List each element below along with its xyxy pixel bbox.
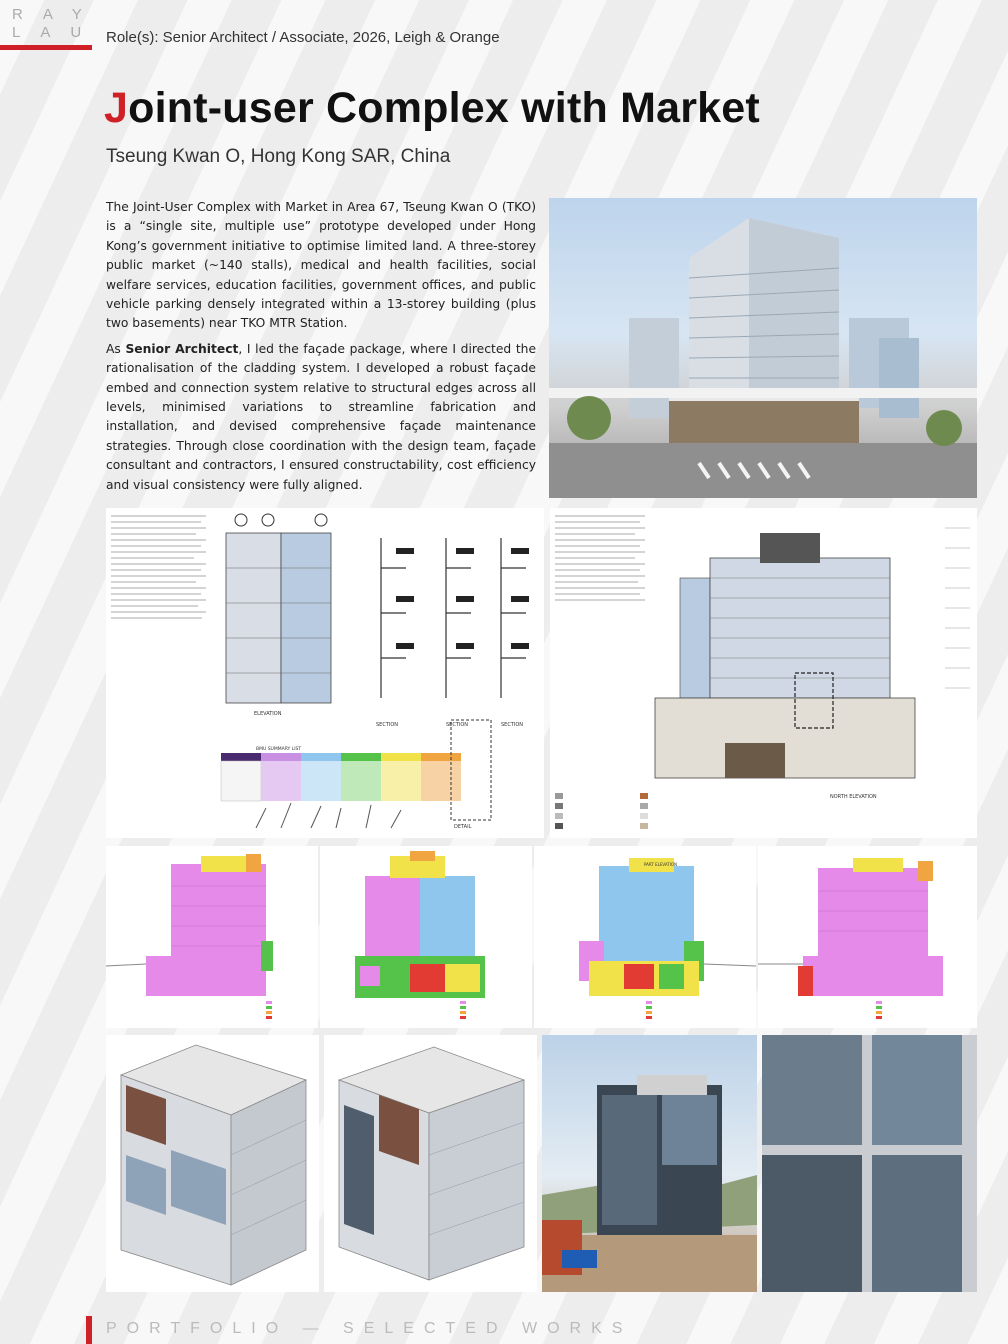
north-elevation-label: NORTH ELEVATION — [830, 794, 877, 800]
title-rest: oint-user Complex with Market — [128, 84, 760, 132]
description-paragraph-2 — [106, 340, 536, 495]
description-paragraph-1: The Joint-User Complex with Market in Area 67, Tseung Kwan O (TKO) is a “single site, multiple use” prototype developed under Hong Kong’s government initiative to optimise limited land. A three-storey public market (~140 stalls), medical and health facilities, social welfare services, education facilities, government offices, and public vehicle parking densely integrated within a 13-storey building (plus two basements) near TKO MTR Station. — [106, 200, 536, 331]
role-line: Role(s): Senior Architect / Associate, 2026, Leigh & Orange — [106, 29, 500, 46]
section-label-1: SECTION — [376, 722, 399, 728]
brand-logo — [0, 0, 102, 50]
page-title — [104, 84, 760, 133]
section-label-2: SECTION — [446, 722, 469, 728]
title-first-letter: J — [104, 84, 129, 132]
facade-closeup-photo — [762, 1035, 977, 1292]
detail-label: DETAIL — [454, 824, 472, 830]
axonometric-model-1 — [106, 1035, 319, 1292]
elevation-label: ELEVATION — [254, 711, 282, 717]
brand-line-1: RAY — [12, 6, 102, 23]
role-highlight: Senior Architect — [125, 341, 239, 356]
location-subtitle: Tseung Kwan O, Hong Kong SAR, China — [106, 146, 451, 167]
facade-drawing-sheet-1 — [106, 508, 544, 838]
zoned-elevation-4 — [758, 846, 977, 1028]
axonometric-model-2 — [324, 1035, 537, 1292]
paragraph-2-body: , I led the façade package, where I directed the rationalisation of the cladding system. I developed a robust façade embed and connection system relative to structural edges across all levels, minimised variations to streamline fabrication and installation, and devised comprehensive façade maintenance strategies. Through close coordination with the design team, façade consultant and contractors, I ensured constructability, cost efficiency and visual consistency were fully aligned. — [106, 341, 537, 492]
paragraph-2-lead: As — [106, 341, 126, 356]
zoned-elevation-3 — [534, 846, 756, 1028]
bmu-summary-label: BMU SUMMARY LIST — [256, 747, 302, 752]
project-description — [106, 198, 536, 501]
footer-accent-bar — [86, 1316, 92, 1344]
brand-accent-bar — [0, 45, 92, 50]
site-photo-mockup — [542, 1035, 757, 1292]
building-render-image — [549, 198, 977, 498]
zoned-elevation-2 — [320, 846, 532, 1028]
brand-line-2: LAU — [12, 24, 102, 41]
section-label-3: SECTION — [501, 722, 524, 728]
footer-label: PORTFOLIO — SELECTED WORKS — [106, 1320, 633, 1337]
part-elevation-label: PART ELEVATION — [644, 862, 678, 867]
facade-drawing-sheet-2 — [550, 508, 977, 838]
zoned-elevation-1 — [106, 846, 318, 1028]
